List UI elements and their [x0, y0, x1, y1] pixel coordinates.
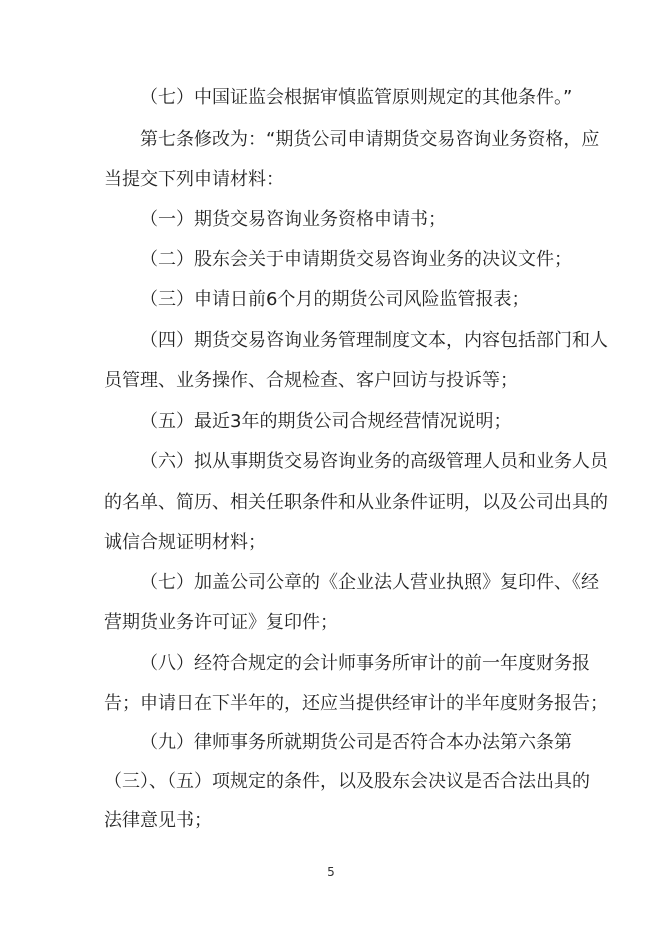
text-line: （七）加盖公司公章的《企业法人营业执照》复印件、《经	[140, 572, 599, 593]
text-line: （四）期货交易咨询业务管理制度文本，内容包括部门和人	[140, 330, 608, 351]
text-line: （八）经符合规定的会计师事务所审计的前一年度财务报	[140, 653, 590, 674]
text-line: （三）、（五）项规定的条件，以及股东会决议是否合法出具的	[104, 771, 590, 792]
text-line: 营期货业务许可证》复印件；	[104, 612, 338, 633]
text-line: （七）中国证监会根据审慎监管原则规定的其他条件。”	[140, 87, 573, 108]
text-line: 当提交下列申请材料：	[104, 169, 284, 190]
text-line: 诚信合规证明材料；	[104, 532, 266, 553]
text-line: （六）拟从事期货交易咨询业务的高级管理人员和业务人员	[140, 451, 608, 472]
text-line: （五）最近3年的期货公司合规经营情况说明；	[140, 411, 512, 432]
page-number: 5	[327, 865, 335, 879]
text-line: （九）律师事务所就期货公司是否符合本办法第六条第	[140, 732, 572, 753]
text-line: 的名单、简历、相关任职条件和从业条件证明，以及公司出具的	[104, 492, 608, 513]
text-line: 第七条修改为：“期货公司申请期货交易咨询业务资格，应	[140, 129, 600, 150]
text-line: 告；申请日在下半年的，还应当提供经审计的半年度财务报告；	[104, 693, 608, 714]
text-line: （三）申请日前6个月的期货公司风险监管报表；	[140, 289, 530, 310]
text-line: （一）期货交易咨询业务资格申请书；	[140, 209, 446, 230]
text-line: （二）股东会关于申请期货交易咨询业务的决议文件；	[140, 249, 572, 270]
text-line: 员管理、业务操作、合规检查、客户回访与投诉等；	[104, 370, 518, 391]
text-line: 法律意见书；	[104, 810, 212, 831]
